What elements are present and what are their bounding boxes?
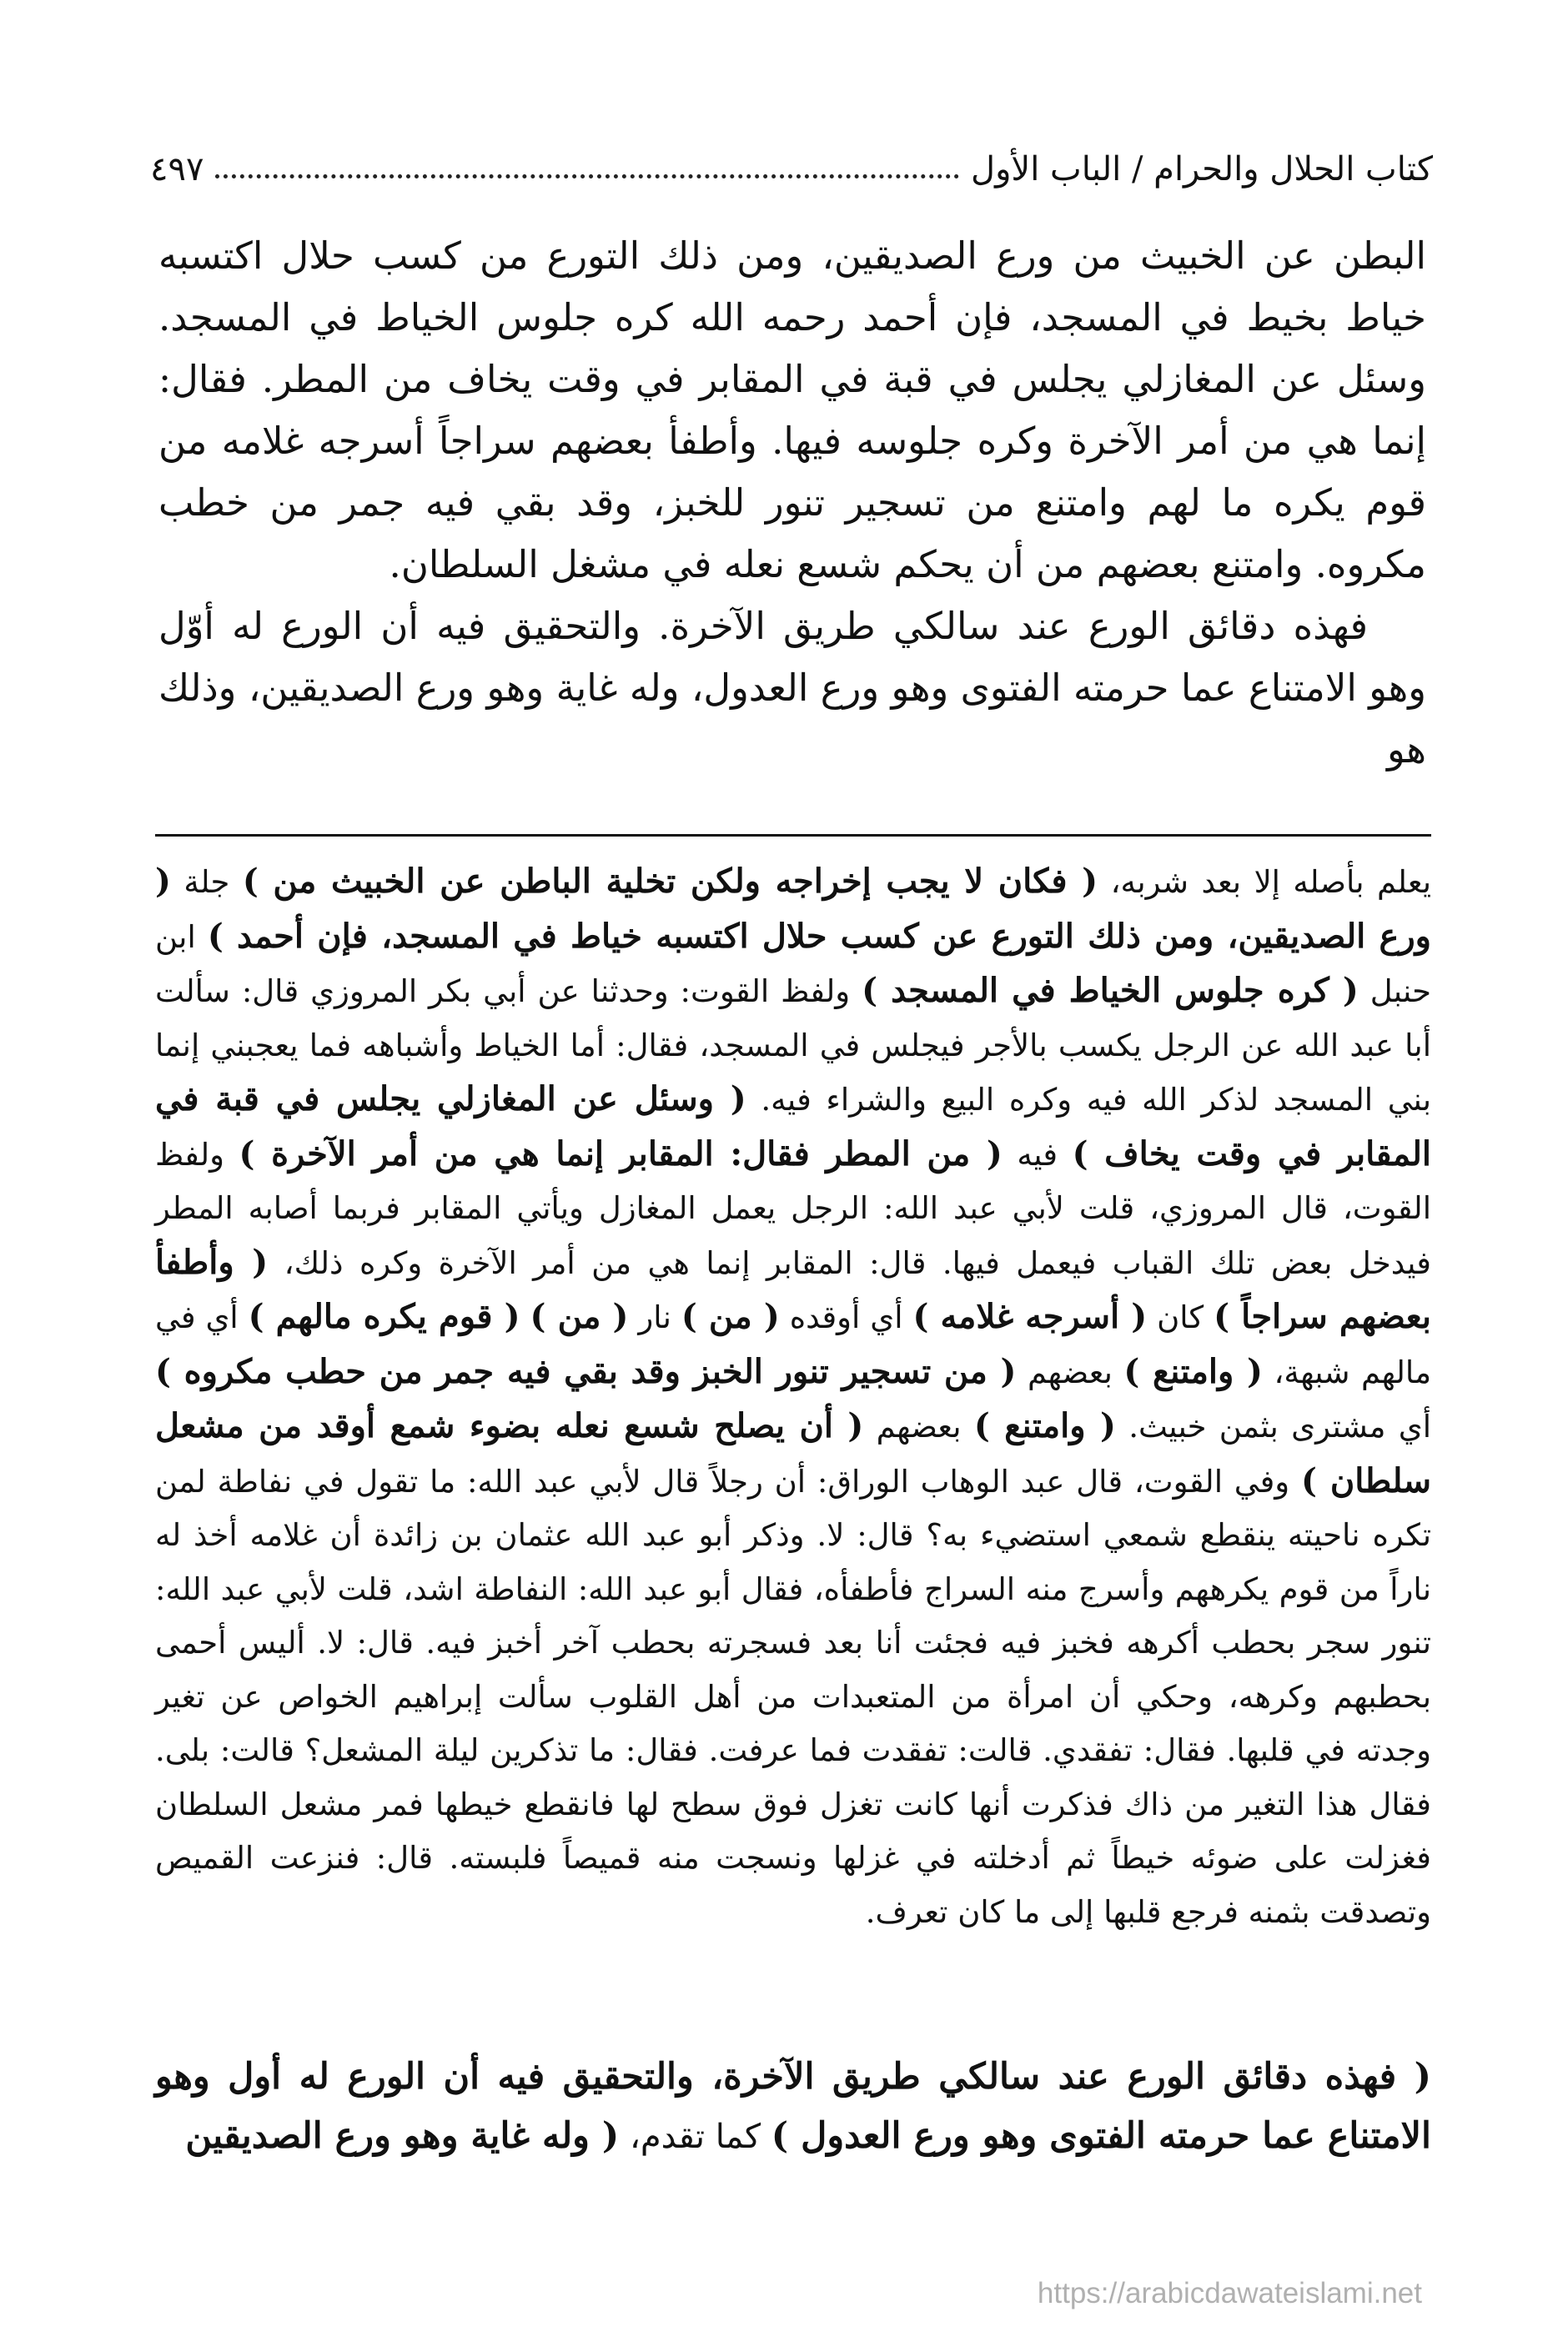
quoted-text: ( أن يصلح شسع نعله بضوء شمع أوقد من مشعل سلطان ): [155, 1406, 1432, 1500]
main-paragraph-2: فهذه دقائق الورع عند سالكي طريق الآخرة. والتحقيق فيه أن الورع له أوّل وهو الامتناع عما حرمته الفتوى وهو ورع العدول، وله غاية وهو ورع الصديقين، وذلك هو: [158, 604, 1426, 771]
commentary-footnote: [155, 855, 1431, 1939]
commentary-text: وفي القوت، قال عبد الوهاب الوراق: أن رجلاً قال لأبي عبد الله: ما تقول في نفاطة لمن تكره ناحيته ينقطع شمعي استضيء به؟ قال: لا. وذكر أبو عبد الله عثمان بن زائدة أن غلامه أخذ له ناراً من قوم يكرههم وأسرج منه السراج فأطفأه، فقال أبو عبد الله: النفاطة اشد، قلت لأبي عبد الله: تنور سجر بحطب أكرهه فخبز فيه فجئت أنا بعد فسجرته بحطب آخر أخبز فيه. قال: لا. أليس أحمى بحطبهم وكرهه، وحكي أن امرأة من المتعبدات من أهل القلوب سألت إبراهيم الخواص عن تغير وجدته في قلبها. فقال: تفقدي. قالت: تفقدت فما عرفت. فقال: ما تذكرين ليلة المشعل؟ قالت: بلى. فقال هذا التغير من ذاك فذكرت أنها كانت تغزل فوق سطح لها فانقطع خيطها فمر مشعل السلطان فغزلت على ضوئه خيطاً ثم أدخلته في غزلها ونسجت منه قميصاً فلبسته. قال: فنزعت القميص وتصدقت بثمنه فرجع قلبها إلى ما كان تعرف.: [155, 1463, 1431, 1930]
quoted-text: ( فهذه دقائق الورع عند سالكي طريق الآخرة، والتحقيق فيه أن الورع له أول وهو الامتناع عما حرمته الفتوى وهو ورع العدول ): [155, 2056, 1431, 2157]
quoted-text: ( من تسجير تنور الخبز وقد بقي فيه جمر من حطب مكروه ): [155, 1351, 1017, 1391]
quoted-text: ( وأطفأ بعضهم سراجاً ): [155, 1242, 1432, 1336]
commentary-text: ابن حنبل: [155, 918, 1431, 1009]
commentary-text: يعلم بأصله إلا بعد شربه،: [1098, 864, 1432, 900]
commentary-continuation: [155, 2048, 1431, 2166]
commentary-text: ولفظ القوت: وحدثنا عن أبي بكر المروزي قال: سألت أبا عبد الله عن الرجل يكسب بالأجر فيجلس في المسجد، فقال: أما الخياط وأشباهه فما يعجبني إنما بني المسجد لذكر الله فيه وكره البيع والشراء فيه.: [155, 973, 1431, 1118]
quoted-text: ( أسرجه غلامه ): [912, 1297, 1148, 1336]
commentary-text: أي أوقده: [779, 1299, 913, 1335]
page-number: ٤٩٧: [150, 150, 204, 188]
commentary-text: أي مشترى بثمن خبيث.: [1115, 1409, 1432, 1445]
main-text: [158, 225, 1426, 781]
quoted-text: ( من المطر فقال: المقابر إنما هي من أمر الآخرة ): [239, 1133, 1003, 1174]
header-leader-dots: [215, 174, 959, 178]
commentary-text: كما تقدم،: [619, 2118, 771, 2156]
commentary-text: ولفظ القوت، قال المروزي، قلت لأبي عبد الله: الرجل يعمل المغازل ويأتي المقابر فربما أصابه المطر فيدخل بعض تلك القباب فيعمل فيها. قال: المقابر إنما هي من أمر الآخرة وكره ذلك،: [155, 1136, 1431, 1281]
main-paragraph-1: البطن عن الخبيث من ورع الصديقين، ومن ذلك التورع من كسب حلال اكتسبه خياط بخيط في المسجد، فإن أحمد رحمه الله كره جلوس الخياط في المسجد. وسئل عن المغازلي يجلس في قبة في المقابر في وقت يخاف من المطر. فقال: إنما هي من أمر الآخرة وكره جلوسه فيها. وأطفأ بعضهم سراجاً أسرجه غلامه من قوم يكره ما لهم وامتنع من تسجير تنور للخبز، وقد بقي فيه جمر من خطب مكروه. وامتنع بعضهم من أن يحكم شسع نعله في مشغل السلطان.: [158, 234, 1426, 586]
commentary-text: [520, 1299, 530, 1335]
quoted-text: ( وسئل عن المغازلي يجلس في قبة في المقابر في وقت يخاف ): [155, 1079, 1432, 1174]
commentary-text: فيه: [1002, 1136, 1073, 1173]
commentary-text: نار: [628, 1299, 681, 1335]
commentary-text: بعضهم: [863, 1409, 974, 1445]
quoted-text: ( ورع الصديقين، ومن ذلك التورع عن كسب حلال اكتسبه خياط في المسجد، فإن أحمد ): [155, 862, 1432, 956]
quoted-text: ( من ): [681, 1297, 780, 1336]
quoted-text: ( كره جلوس الخياط في المسجد ): [862, 971, 1359, 1010]
quoted-text: ( من ): [530, 1297, 629, 1336]
quoted-text: ( وامتنع ): [1123, 1351, 1263, 1391]
commentary-text: كان: [1147, 1299, 1214, 1335]
quoted-text: ( فكان لا يجب إخراجه ولكن تخلية الباطن عن الخبيث من ): [242, 862, 1098, 901]
running-header: [150, 140, 1433, 199]
quoted-text: ( وله غاية وهو ورع الصديقين: [185, 2115, 620, 2157]
website-watermark: https://arabicdawateislami.net: [1037, 2277, 1422, 2309]
commentary-text: جلة: [170, 864, 243, 900]
commentary-text: بعضهم: [1016, 1354, 1124, 1390]
commentary-text: أي في مالهم شبهة،: [155, 1299, 1432, 1390]
running-header-title: كتاب الحلال والحرام / الباب الأول: [971, 150, 1433, 188]
quoted-text: ( وامتنع ): [973, 1406, 1116, 1445]
quoted-text: ( قوم يكره مالهم ): [248, 1297, 520, 1336]
footnote-divider: [155, 834, 1431, 837]
